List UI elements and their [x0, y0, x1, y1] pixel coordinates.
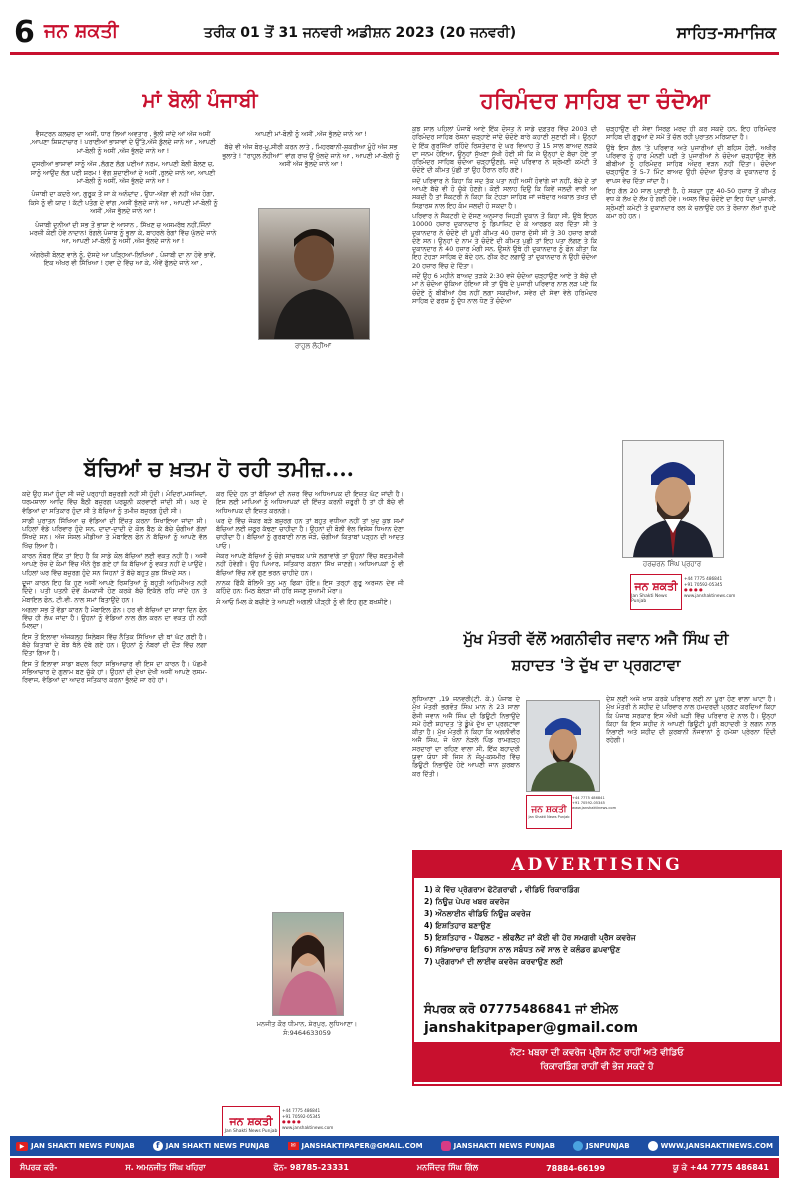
- ad-item: 7) ਪ੍ਰੋਗਰਾਮਾਂ ਦੀ ਲਾਈਵ ਕਵਰੇਜ ਕਰਵਾਉਣ ਲਈ: [424, 957, 563, 966]
- footer-contact-phone-1: ਫੋਨ- 98785-23331: [273, 1163, 349, 1172]
- page-number: 6: [14, 15, 35, 50]
- rahul-photo-caption: ਰਾਹੁਲ ਲੋਹੀਆਂ: [294, 342, 332, 350]
- logo-sub: Jan Shakti News Punjab: [631, 594, 668, 604]
- bacheyan-paragraph: ਕਾਰਨ ਨੰਬਰ ਇੱਕ ਤਾਂ ਇਹ ਹੈ ਕਿ ਸਾਡੇ ਕੋਲ ਬੱਚਿਆਂ ਲਈ ਵਕਤ ਨਹੀਂ ਹੈ। ਅਸੀਂ ਆਪਣੇ ਰੋਜ਼ ਦੇ ਕੰਮਾਂ ਵਿੱਚ ਐਨੇ ਰੁੱਝ ਗਏ ਹਾਂ ਕਿ ਬੱਚਿਆਂ ਨੂੰ ਵਕਤ ਨਹੀਂ ਦੇ ਪਾਉਂਦੇ। ਪਹਿਲਾਂ ਘਰ ਵਿੱਚ ਬਜ਼ੁਰਗ ਹੁੰਦੇ ਸਨ ਜਿਹਨਾਂ ਤੋਂ ਬੱਚੇ ਬਹੁਤ ਕੁਝ ਸਿੱਖਦੇ ਸਨ।: [22, 552, 207, 577]
- harmandir-paragraph: ਪਰਿਵਾਰ ਨੇ ਸੈਕਟਰੀ ਦੇ ਦੱਸਣ ਅਨੁਸਾਰ ਜਿਹੜੀ ਦੁਕਾਨ ਤੋਂ ਕਿਹਾ ਸੀ, ਉਥੇ ਇਹਨ 10000 ਹਜ਼ਾਰ ਦੁਕਾਨਦਾਰ ਨੂੰ ਡਿਪਾਜ਼ਿਟ ਦੇ ਕੇ ਆਰਡਰ ਕਰ ਦਿੱਤਾ ਸੀ ਤੇ ਦੁਕਾਨਦਾਰ ਨੇ ਚੰਦੋਏ ਦੀ ਪੂਰੀ ਕੀਮਤ 40 ਹਜ਼ਾਰ ਦੱਸੀ ਸੀ ਤੇ 30 ਹਜ਼ਾਰ ਬਾਕੀ ਦੇਣੇ ਸਨ। ਉਨ੍ਹਾਂ ਦੇ ਨਾਮ ਤੇ ਚੰਦੋਏ ਦੀ ਕੀਮਤ ਪੁਛੀ ਤਾਂ ਇਹ ਪਤਾ ਲੱਗਣ ਤੇ ਕਿ ਦੁਕਾਨਦਾਰ ਨੇ 40 ਹਜ਼ਾਰ ਮੰਗੀ ਸਨ, ਉਸਨੇ ਉਥੇ ਹੀ ਦੁਕਾਨਦਾਰ ਨੂੰ ਫੋਨ ਕੀਤਾ ਕਿ ਇਹ ਟੋਹੜਾ ਸਾਹਿਬ ਦੇ ਬੰਦੇ ਹਨ, ਠੀਕ ਰੇਟ ਲਗਾਉ ਤਾਂ ਦੁਕਾਨਦਾਰ ਨੇ ਉਹੀ ਚੰਦੋਆ 20 ਹਜ਼ਾਰ ਵਿੱਚ ਦੇ ਦਿੱਤਾ।: [412, 211, 597, 270]
- bacheyan-paragraph: ਘਰ ਦੇ ਵਿੱਚ ਜੇਕਰ ਬੜੇ ਬਜ਼ੁਰਗ ਹਨ ਤਾਂ ਬਹੁਤ ਵਧੀਆ ਨਹੀਂ ਤਾਂ ਖੁਦ ਕੁਝ ਸਮਾਂ ਬੱਚਿਆਂ ਲਈ ਜ਼ਰੂਰ ਕੱਢਣਾ ਚਾਹੀਦਾ ਹੈ। ਉਹਨਾਂ ਦੀ ਬੋਲੀ ਵੱਲ ਵਿਸ਼ੇਸ਼ ਧਿਆਨ ਦੇਣਾ ਚਾਹੀਦਾ ਹੈ। ਬੱਚਿਆਂ ਨੂੰ ਗੁਰਬਾਣੀ ਨਾਲ ਜੋੜੋ, ਚੰਗੀਆਂ ਕਿਤਾਬਾਂ ਪੜ੍ਹਨ ਦੀ ਆਦਤ ਪਾਓ।: [216, 516, 404, 550]
- harmandir-paragraph: ਇਹ ਗੱਲ 20 ਸਾਲ ਪੁਰਾਣੀ ਹੈ, ਹੋ ਸਕਦਾ ਹੁਣ 40-50 ਹਜ਼ਾਰ ਤੋਂ ਕੀਮਤ ਵਧ ਕੇ ਲੱਖ ਦੇ ਲੱਖ ਹੋ ਗਈ ਹੋਵੇ। ਅਸਲ ਵਿੱਚ ਚੰਦੋਏ ਦਾ ਇਹ ਧੰਦਾ ਪੁਜਾਰੀ, ਸ਼੍ਰੋਮਣੀ ਕਮੇਟੀ ਤੇ ਦੁਕਾਨਦਾਰ ਰਲ ਕੇ ਚਲਾਉਂਦੇ ਹਨ ਤੇ ਰੋਜ਼ਾਨਾ ਲੱਖਾਂ ਰੁਪਏ ਕਮਾ ਰਹੇ ਹਨ।: [606, 187, 776, 220]
- ad-email[interactable]: janshakitpaper@gmail.com: [424, 1020, 639, 1036]
- logo-phone: +44 7775 486841: [282, 1108, 321, 1113]
- footer-social-bar: [10, 1136, 779, 1156]
- jan-shakti-logo-cm: [526, 795, 572, 829]
- harmandir-title: ਹਰਿਮੰਦਰ ਸਾਹਿਬ ਦਾ ਚੰਦੋਆ: [480, 88, 710, 114]
- logo-contacts-cm: [572, 796, 617, 811]
- harcharan-photo-caption: ਹਰਚਰਨ ਸਿੰਘ ਪ੍ਰਹਾਰ: [642, 560, 702, 568]
- soldier-portrait-icon: [527, 701, 599, 791]
- cm-title-line-2: ਸ਼ਹਾਦਤ 'ਤੇ ਦੁੱਖ ਦਾ ਪ੍ਰਗਟਾਵਾ: [511, 656, 681, 674]
- bacheyan-title: ਬੱਚਿਆਂ ਚ ਖ਼ਤਮ ਹੋ ਰਹੀ ਤਮੀਜ਼....: [84, 456, 354, 481]
- logo-contacts-right: [684, 576, 779, 598]
- logo-phone: +44 7775 486841: [572, 796, 605, 800]
- twitter-icon: [573, 1141, 583, 1151]
- youtube-icon: ▶: [16, 1142, 28, 1151]
- harmandir-paragraph: ਉਥੇ ਇਸ ਗੱਲ 'ਤੇ ਪਰਿਵਾਰ ਅਤੇ ਪੁਜਾਰੀਆਂ ਦੀ ਬਹਿਸ ਹੋਈ, ਅਖੀਰ ਪਰਿਵਾਰ ਨੂੰ ਹਾਰ ਮੰਨਣੀ ਪਈ ਤੇ ਪੁਜਾਰੀਆਂ ਨੇ ਚੰਦੋਆ ਚੜ੍ਹਾਉਣ ਵੇਲੇ ਬੀਬੀਆਂ ਨੂੰ ਹਰਿਮੰਦਰ ਸਾਹਿਬ ਅੰਦਰ ਵੜਨ ਨਹੀਂ ਦਿੱਤਾ। ਚੰਦੋਆ ਚੜ੍ਹਾਉਣ ਤੋਂ 5-7 ਮਿੰਟ ਬਾਅਦ ਉਹੀ ਚੰਦੋਆ ਉਤਾਰ ਕੇ ਦੁਕਾਨਦਾਰ ਨੂੰ ਵਾਪਸ ਵੇਚ ਦਿੱਤਾ ਜਾਂਦਾ ਹੈ।: [606, 143, 776, 185]
- footer-youtube-text: JAN SHAKTI NEWS PUNJAB: [31, 1142, 135, 1150]
- bacheyan-paragraph: ਕਰ ਦਿੰਦੇ ਹਨ ਤਾਂ ਬੱਚਿਆਂ ਦੀ ਨਜ਼ਰ ਵਿੱਚ ਅਧਿਆਪਕ ਦੀ ਇਜ਼ਤ ਘੱਟ ਜਾਂਦੀ ਹੈ। ਇਸ ਲਈ ਮਾਪਿਆਂ ਨੂੰ ਅਧਿਆਪਕਾਂ ਦੀ ਇੱਜ਼ਤ ਕਰਨੀ ਜ਼ਰੂਰੀ ਹੈ ਤਾਂ ਹੀ ਬੱਚੇ ਵੀ ਅਧਿਆਪਕ ਦੀ ਇਜ਼ਤ ਕਰਨਗੇ।: [216, 490, 404, 515]
- ajay-singh-photo: [526, 700, 600, 792]
- social-icons-row: ● ● ● ●: [684, 587, 703, 593]
- bacheyan-paragraph: ਜੇਕਰ ਆਪਣੇ ਬੱਚਿਆਂ ਨੂੰ ਚੰਗੇ ਸਾਚਥਕ ਪਾਸੇ ਲਗਾਵਾਂਗੇ ਤਾਂ ਉਹਨਾਂ ਵਿੱਚ ਬਦਤਮੀਜ਼ੀ ਨਹੀਂ ਹੋਵੇਗੀ। ਉਹ ਪਿਆਰ, ਸਤਿਕਾਰ ਕਰਨਾ ਸਿੱਖ ਜਾਣਗੇ। ਅਧਿਆਪਕਾਂ ਨੂੰ ਵੀ ਬੱਚਿਆਂ ਵਿੱਚ ਨਵੇਂ ਗੁਣ ਭਰਨ ਚਾਹੀਦੇ ਹਨ।: [216, 552, 404, 577]
- logo-sub: Jan Shakti News Punjab: [224, 1128, 278, 1134]
- footer-facebook-text: JAN SHAKTI NEWS PUNJAB: [165, 1142, 270, 1150]
- footer-contact-uk: ਯੂ ਕੇ +44 7775 486841: [672, 1163, 769, 1172]
- bacheyan-paragraph: ਇਸ ਤੋਂ ਇਲਾਵਾ ਸਾਡਾ ਬਦਲ ਰਿਹਾ ਸਭਿਆਚਾਰ ਵੀ ਇਸ ਦਾ ਕਾਰਨ ਹੈ। ਪੱਛਮੀ ਸਭਿਆਚਾਰ ਦੇ ਗੁਲਾਮ ਬਣ ਚੁੱਕੇ ਹਾਂ। ਉਹਨਾਂ ਦੀ ਦੇਖਾ ਦੇਖੀ ਅਸੀਂ ਆਪਣੇ ਰਸਮ-ਰਿਵਾਜ, ਵੱਡਿਆਂ ਦਾ ਆਦਰ ਸਤਿਕਾਰ ਕਰਨਾ ਭੁੱਲਦੇ ਜਾ ਰਹੇ ਹਾਂ।: [22, 659, 207, 685]
- footer-web-text: WWW.JANSHAKTINEWS.COM: [660, 1142, 773, 1150]
- cm-column-1: ਲੁਧਿਆਣਾ ,19 ਜਨਵਰੀ(ਟੀ. ਕੇ.) ਪੰਜਾਬ ਦੇ ਮੁੱਖ ਮੰਤਰੀ ਭਗਵੰਤ ਸਿੰਘ ਮਾਨ ਨੇ 23 ਸਾਲਾ ਫੌਜੀ ਜਵਾਨ ਅਜੈ ਸਿੰਘ ਦੀ ਡਿਊਟੀ ਨਿਭਾਉਂਦੇ ਸਮੇਂ ਹੋਈ ਸ਼ਹਾਦਤ 'ਤੇ ਡੂੰਘੇ ਦੁੱਖ ਦਾ ਪ੍ਰਗਟਾਵਾ ਕੀਤਾ ਹੈ। ਮੁੱਖ ਮੰਤਰੀ ਨੇ ਕਿਹਾ ਕਿ ਅਗਨੀਵੀਰ ਅਜੈ ਸਿੰਘ, ਜੋ ਖੰਨਾ ਨੇੜਲੇ ਪਿੰਡ ਰਾਮਗੜ੍ਹ ਸਰਦਾਰਾਂ ਦਾ ਰਹਿਣ ਵਾਲਾ ਸੀ, ਇੱਕ ਬਹਾਦਰੀ ਯੁਵਾ ਯੋਧਾ ਸੀ ਜਿਸ ਨੇ ਜੰਮੂ-ਕਸ਼ਮੀਰ ਵਿੱਚ ਡਿਊਟੀ ਨਿਭਾਉਂਦੇ ਹੋਏ ਆਪਣੀ ਜਾਨ ਕੁਰਬਾਨ ਕਰ ਦਿੱਤੀ।: [412, 695, 520, 778]
- logo-web: www.janshaktinews.com: [572, 806, 617, 810]
- footer-instagram-text: JANSHAKTI NEWS PUNJAB: [453, 1142, 555, 1150]
- ad-note: [414, 1042, 780, 1082]
- logo-phone: +91 70592-05345: [572, 801, 605, 805]
- poem-title: ਮਾਂ ਬੋਲੀ ਪੰਜਾਬੀ: [142, 88, 258, 112]
- section-name: ਸਾਹਿਤ-ਸਮਾਜਿਕ: [676, 23, 776, 42]
- social-icons-row: ● ● ● ●: [282, 1119, 301, 1125]
- ad-item: 3) ਔਨਲਾਈਨ ਵੀਡਿਓ ਨਿਊਜ਼ ਕਵਰੇਜ: [424, 909, 531, 918]
- masthead-rule: [10, 52, 779, 55]
- footer-contact-bar: [10, 1158, 779, 1178]
- jan-shakti-logo-ad-right: [630, 574, 682, 610]
- poem-stanza: ਪੰਜਾਬੀ ਦਾ ਕਦਰੋ ਆ, ਗੁਰੂਕ ਤੋਂ ਜਾ ਕੇ ਅਨੰਦਾਂਦ , ਉਧਾ-ਅੱਗਾ ਵੀ ਨਹੀਂ ਅੱਜ ਹੋਗਾ, ਕਿਸੇ ਨੂੰ ਵੀ ਯਾਦ ! ਕੱਟੀ ਪਤੰਗ ਦੇ ਵਾਂਗ ,ਅਸੀਂ ਝੁੱਲਦੇ ਜਾਨੇ ਆ , ਆਪਣੀ ਮਾਂ-ਬੋਲੀ ਨੂੰ ਅਸੀਂ ,ਅੱਜ ਭੁੱਲਦੇ ਜਾਨੇ ਆ !: [28, 190, 218, 216]
- advertising-box: [412, 850, 782, 1086]
- logo-title: ਜਨ ਸ਼ਕਤੀ: [229, 1114, 273, 1128]
- ad-item: 1) ਕੇ ਵਿੱਚ ਪ੍ਰੋਗਰਾਮ ਫੋਟੋਗਰਾਫੀ , ਵੀਡਿਓ ਰਿਕਾਰਡਿੰਗ: [424, 885, 580, 894]
- footer-web[interactable]: [648, 1141, 773, 1151]
- poem-stanza: ਪੰਜਾਬੀ ਦੁਨੀਆਂ ਦੀ ਸਭ ਤੋਂ ਭਾਸ਼ਾ ਏ ਆਸਾਨ , ਸਿੱਖਣ ਚ ਅਸਮਰੱਥ ਨਹੀਂ,ਜਿੰਨਾਂ ਮਰਜ਼ੀ ਕੋਈ ਹੋਵੇ ਨਾਦਾਨ! ਰੰਗਲੇ ਪੰਜਾਬ ਨੂੰ ਭੁਲਾ ਕੇ, ਬਾਹਰਲੇ ਰੰਗਾਂ ਵਿੱਚ ਘੁੱਲਦੇ ਜਾਨੇ ਆ, ਆਪਣੀ ਮਾਂ-ਬੋਲੀ ਨੂੰ ਅਸੀਂ ,ਅੱਜ ਭੁੱਲਦੇ ਜਾਨੇ ਆ !: [29, 220, 217, 246]
- harmandir-paragraph: ਜਦੋਂ ਉਹ 6 ਮਹੀਨੇ ਬਾਅਦ ਤੜਕੇ 2:30 ਵਜੇ ਚੰਦੋਆ ਚੜ੍ਹਾਉਣ ਆਏ ਤੇ ਬੱਚੇ ਦੀ ਮਾਂ ਨੇ ਚੰਦੋਆ ਚੁੱਕਿਆ ਹੋਇਆ ਸੀ ਤਾਂ ਉਥੇ ਦੇ ਪੁਜਾਰੀ ਪਰਿਵਾਰ ਨਾਲ ਲੜ ਪਏ ਕਿ ਚੰਦੋਏ ਨੂੰ ਬੀਬੀਆਂ ਹੱਥ ਨਹੀਂ ਲਗਾ ਸਕਦੀਆਂ, ਸਵੇਰ ਦੀ ਸੇਵਾ ਵੇਲੇ ਹਰਿਮੰਦਰ ਸਾਹਿਬ ਦੇ ਫਰਸ਼ ਨੂੰ ਦੁੱਧ ਨਾਲ ਧੋਣ ਤੋਂ ਚੰਦੋਆ: [412, 272, 597, 305]
- logo-contacts-left: [282, 1108, 392, 1130]
- footer-email-text: JANSHAKTIPAPER@GMAIL.COM: [301, 1142, 423, 1150]
- advertising-title: ADVERTISING: [511, 855, 683, 875]
- bacheyan-paragraph: ਨਾਨਕ ਫਿੱਕੈ ਬੋਲਿਐ ਤਨੁ ਮਨੁ ਫਿਕਾ ਹੋਇ॥ ਇਸ ਤਰ੍ਹਾਂ ਗੁਰੂ ਅਰਜਨ ਦੇਵ ਜੀ ਕਹਿੰਦੇ ਹਨ: ਮਿਠ ਬੋਲੜਾ ਜੀ ਹਰਿ ਸਜਣੁ ਸੁਆਮੀ ਮੋਰਾ॥: [216, 578, 404, 596]
- harmandir-paragraph: ਜਦੋਂ ਪਰਿਵਾਰ ਨੇ ਕਿਹਾ ਕਿ ਜਦ ਤੱਕ ਪਤਾ ਨਹੀਂ ਅਸੀਂ ਹੋਵਾਂਗੇ ਜਾਂ ਨਹੀਂ, ਬੱਚੇ ਦੇ ਤਾਂ ਆਪਣੇ ਬੱਚੇ ਵੀ ਹੋ ਚੁੱਕੇ ਹੋਣਗੇ। ਕੋਈ ਸਲਾਹ ਦਿਉ ਕਿ ਕਿਵੇਂ ਜਲਦੀ ਵਾਰੀ ਆ ਸਕਦੀ ਹੈ ਤਾਂ ਸੈਕਟਰੀ ਨੇ ਕਿਹਾ ਕਿ ਟੋਹੜਾ ਸਾਹਿਬ ਜਾਂ ਜਥੇਦਾਰ ਅਕਾਲ ਤਖ਼ਤ ਦੀ ਸਿਫ਼ਾਰਸ਼ ਨਾਲ ਇਹ ਕੰਮ ਜਲਦੀ ਹੋ ਸਕਦਾ ਹੈ।: [412, 176, 597, 210]
- ad-contact: ਸੰਪਰਕ ਕਰੋ 07775486841 ਜਾਂ ਈਮੇਲ: [424, 1002, 618, 1016]
- bacheyan-paragraph: ਕਦੇ ਉਹ ਸਮਾਂ ਹੁੰਦਾ ਸੀ ਜਦੋਂ ਪਰ੍ਹਾਹੀ ਬਜ਼ੁਰਗੀ ਨਹੀਂ ਸੀ ਹੁੰਦੀ। ਮੰਦਿਰਾਂ,ਮਸਜਿਦਾਂ, ਧਰਮਸ਼ਾਲਾ ਆਦਿ ਵਿੱਚ ਬੈਠੀ ਬਜ਼ੁਰਗ ਪਰਸ਼ੂਨੀ ਕਰਵਾਈ ਜਾਂਦੀ ਸੀ। ਘਰ ਦੇ ਵੱਡਿਆਂ ਦਾ ਸਤਿਕਾਰ ਹੁੰਦਾ ਸੀ ਤੇ ਬੱਚਿਆਂ ਨੂੰ ਤਮੀਜ਼ ਬਜ਼ੁਰਗ ਹੁੰਦੀ ਸੀ।: [22, 490, 207, 515]
- logo-web: www.janshaktinews.com: [684, 592, 736, 598]
- manjit-kaur-photo: [272, 912, 344, 1016]
- logo-phone: +44 7775 486841: [684, 576, 723, 581]
- person-silhouette-icon: [273, 913, 343, 1015]
- logo-phone: +91 70592-05345: [684, 581, 723, 587]
- manjit-photo-caption: ਮਨਜੀਤ ਕੌਰ ਧੀਮਾਨ, ਸ਼ੇਰਪੁਰ, ਲੁਧਿਆਣਾ। ਸੰ:9464633059: [256, 1020, 358, 1037]
- facebook-icon: f: [153, 1141, 163, 1151]
- poem-stanza: ਵੈਸਟਰਨ ਕਲਚਰ ਦਾ ਅਸੀਂ, ਧਾਰ ਲਿਆਂ ਅਵਤਾਰ , ਭੁੱਲੀ ਜਾਂਦੇ ਆਂ ਅੱਜ ਅਸੀਂ ,ਆਪਣਾ ਸ਼ਿਸ਼ਟਾਚਾਰ ! ਪਰਾਈਆਂ ਭਾਸ਼ਾਵਾਂ ਦੇ ਉੱਤੇ,ਅੱਜੇ ਡੁੱਲਦੇ ਜਾਨੇ ਆ , ਆਪਣੀ ਮਾਂ-ਬੋਲੀ ਨੂੰ ਅਸੀਂ ,ਅੱਜ ਭੁੱਲਦੇ ਜਾਨੇ ਆ !: [30, 130, 216, 155]
- ad-item: 2) ਨਿਊਜ਼ ਪੇਪਰ ਖਬਰ ਕਵਰੇਜ: [424, 897, 510, 906]
- poem-stanza: ਬੱਚੇ ਵੀ ਅੱਜ ਬੋਰ-ਮੂ,ਸੀਰੀ ਕਰਨ ਲਾਤੇ , ਮਿਹਰਬਾਨੀ-ਸ਼ੁਕਰੀਆ ਮੂੰਹੋਂ ਅੱਜ ਸਭ ਭੁਲਾਤੇ ! “ਰਾਹੁਲ ਲੋਹੀਆਂ” ਵਾਂਗ ਰਾਜ਼ ਉਂ ਖੁੱਲਦੇ ਜਾਨੇ ਆ , ਆਪਣੀ ਮਾਂ-ਬੋਲੀ ਨੂੰ ਅਸੀਂ ਅੱਜ ਭੁੱਲਦੇ ਜਾਨੇ ਆ !: [222, 143, 400, 169]
- person-silhouette-icon: [259, 209, 369, 339]
- logo-title: ਜਨ ਸ਼ਕਤੀ: [634, 580, 678, 593]
- paper-name: ਜਨ ਸ਼ਕਤੀ: [44, 20, 119, 42]
- logo-web: www.janshaktinews.com: [282, 1124, 334, 1130]
- bacheyan-paragraph: ਦੂਜਾ ਕਾਰਨ ਇਹ ਕਿ ਹੁਣ ਅਸੀਂ ਆਪਣੇ ਰਿਸ਼ਤਿਆਂ ਨੂੰ ਬਹੁਤੀ ਅਹਿਮੀਅਤ ਨਹੀਂ ਦਿੰਦੇ। ਪਤੀ ਪਤਨੀ ਦੋਵੇਂ ਕੰਮਕਾਜੀ ਹੋਣ ਕਰਕੇ ਬੱਚੇ ਇਕੱਲੇ ਰਹਿ ਜਾਂਦੇ ਹਨ ਤੇ ਮੋਬਾਇਲ ਫੋਨ, ਟੀ.ਵੀ. ਨਾਲ ਸਮਾਂ ਬਿਤਾਉਂਦੇ ਹਨ।: [22, 578, 207, 604]
- harmandir-paragraph: ਚੜ੍ਹਾਉਣ ਦੀ ਸੇਵਾ ਸਿਰਫ਼ ਮਰਦ ਹੀ ਕਰ ਸਕਦੇ ਹਨ, ਇਹ ਹਰਿਮੰਦਰ ਸਾਹਿਬ ਦੀ ਗੁਰੂਆਂ ਦੇ ਸਮੇਂ ਤੋਂ ਚੱਲ ਰਹੀ ਪੁਰਾਤਨ ਮਰਿਯਾਦਾ ਹੈ।: [606, 125, 776, 142]
- logo-phone: +91 70592-05345: [282, 1113, 321, 1119]
- paper-logo: [44, 20, 164, 48]
- ad-note-line-1: ਨੋਟ: ਖਬਰਾ ਦੀ ਕਵਰੇਜ ਪ੍ਰੈਸ ਨੋਟ ਰਾਹੀਂ ਅਤੇ ਵੀਡਿਓ: [510, 1048, 684, 1058]
- advertising-header: [414, 852, 780, 878]
- poem-column-1: [28, 130, 218, 273]
- footer-instagram[interactable]: [441, 1141, 555, 1151]
- footer-contact-name-1: ਸ. ਅਮਨਜੀਤ ਸਿੰਘ ਖਹਿਰਾ: [125, 1163, 206, 1172]
- cm-title-line-1: ਮੁੱਖ ਮੰਤਰੀ ਵੱਲੋਂ ਅਗਨੀਵੀਰ ਜਵਾਨ ਅਜੈ ਸਿੰਘ ਦੀ: [463, 630, 729, 648]
- bacheyan-paragraph: ਇਸ ਤੋਂ ਇਲਾਵਾ ਅੱਜਕਲ੍ਹ ਸਿਲੇਬਸ ਵਿੱਚ ਨੈਤਿਕ ਸਿੱਖਿਆ ਦੀ ਥਾਂ ਘੱਟ ਗਈ ਹੈ। ਬੱਚੇ ਕਿਤਾਬਾਂ ਦੇ ਬੋਝ ਥੱਲੇ ਦੱਬੇ ਗਏ ਹਨ। ਉਹਨਾਂ ਨੂੰ ਨੰਬਰਾਂ ਦੀ ਦੌੜ ਵਿੱਚ ਲਗਾ ਦਿੱਤਾ ਗਿਆ ਹੈ।: [22, 632, 207, 658]
- advertising-list: [424, 884, 770, 968]
- footer-contact-phone-2: 78884-66199: [546, 1163, 606, 1173]
- footer-twitter-text: JSNPUNJAB: [586, 1142, 630, 1150]
- bacheyan-paragraph: ਸਾਡੀ ਪੁਰਾਤਨ ਸਿੱਖਿਆ ਚ ਵੱਡਿਆਂ ਦੀ ਇੱਜ਼ਤ ਕਰਨਾ ਸਿਖਾਇਆ ਜਾਂਦਾ ਸੀ। ਪਹਿਲਾਂ ਵੱਡੇ ਪਰਿਵਾਰ ਹੁੰਦੇ ਸਨ, ਦਾਦਾ-ਦਾਦੀ ਦੇ ਕੋਲ ਬੈਠ ਕੇ ਬੱਚੇ ਚੰਗੀਆਂ ਗੱਲਾਂ ਸਿੱਖਦੇ ਸਨ। ਅੱਜ ਸੋਸ਼ਲ ਮੀਡੀਆ ਤੇ ਮੋਬਾਇਲ ਫੋਨ ਨੇ ਬੱਚਿਆਂ ਨੂੰ ਆਪਣੇ ਵੱਲ ਖਿੱਚ ਲਿਆ ਹੈ।: [22, 516, 207, 550]
- ad-item: 5) ਇਸ਼ਤਿਹਾਰ - ਪੈਂਫਲਟ - ਲੀਫਲੈਟ ਜਾਂ ਕੋਈ ਵੀ ਹੋਰ ਸਮਗਰੀ ਪ੍ਰੈਸ ਕਵਰੇਜ: [424, 933, 636, 942]
- poem-stanza: ਦੁਸਰੀਆਂ ਭਾਸ਼ਾਵਾਂ ਸਾਨੂੰ ਅੱਜ ,ਲੱਗਣ ਲੱਗ ਪਈਆਂ ਨਰਮ, ਆਪਣੀ ਬੋਲੀ ਬੋਲਣ ਚ, ਸਾਨੂੰ ਆਉਂਦ ਲੱਗ ਪਈ ਸ਼ਰਮ ! ਵੱਗ ਸ਼ੁਦਾਈਆਂ ਦੇ ਅਸੀਂ ,ਰੁਲਦੇ ਜਾਨੇ ਆ, ਆਪਣੀ ਮਾਂ-ਬੋਲੀ ਨੂੰ ਅਸੀਂ, ਅੱਜ ਭੁੱਲਦੇ ਜਾਨੇ ਆ !: [30, 160, 216, 186]
- footer-contact-label: ਸੰਪਰਕ ਕਰੋ-: [20, 1163, 58, 1172]
- footer: [0, 1132, 789, 1200]
- masthead: [0, 0, 789, 56]
- rahul-lohian-photo: [258, 208, 370, 340]
- harmandir-paragraph: ਕੁਝ ਸਾਲ ਪਹਿਲਾਂ ਪੰਜਾਬੋਂ ਆਏ ਇੱਕ ਦੋਸਤ ਨੇ ਸਾਡੇ ਦਫ਼ਤਰ ਵਿੱਚ 2003 ਦੀ ਹਰਿਮੰਦਰ ਸਾਹਿਬ ਰੋਸ਼ਨਾ ਚੜ੍ਹਾਏ ਜਾਂਦੇ ਚੰਦੋਏ ਬਾਰੇ ਕਹਾਣੀ ਸੁਣਾਈ ਸੀ। ਉਨ੍ਹਾਂ ਦੇ ਇੱਕ ਗੁਰਸਿੱਖਾਂ ਰਹਿੰਦੇ ਰਿਸ਼ਤੇਦਾਰ ਦੇ ਘਰ ਵਿਆਹ ਤੋਂ 15 ਸਾਲ ਬਾਅਦ ਲੜਕੇ ਦਾ ਜਨਮ ਹੋਇਆ, ਉਨ੍ਹਾਂ ਸੁੱਖਣਾ ਸੁੱਖੀ ਹੋਈ ਸੀ ਕਿ ਜੇ ਉਨ੍ਹਾਂ ਦੇ ਬੱਚਾ ਹੋਏ ਤਾਂ ਹਰਿਮੰਦਰ ਸਾਹਿਬ ਚੰਦੋਆ ਚੜ੍ਹਾਉਣਗੇ, ਜਦੋਂ ਪਰਿਵਾਰ ਨੇ ਸ਼੍ਰੋਮਣੀ ਕਮੇਟੀ ਤੋਂ ਚੰਦੋਏ ਦੀ ਕੀਮਤ ਪੁੱਛੀ ਤਾਂ ਉਹ ਹੈਰਾਨ ਰਹਿ ਗਏ।: [412, 125, 597, 175]
- instagram-icon: [441, 1141, 451, 1151]
- harcharan-singh-photo: [622, 440, 724, 558]
- ad-item: 6) ਸੱਭਿਆਚਾਰ ਇਤਿਹਾਸ ਨਾਲ ਸਬੰਧਤ ਨਵੇਂ ਸਾਲ ਦੇ ਕਲੰਡਰ ਛਪਵਾਉਣ: [424, 945, 621, 954]
- logo-title: ਜਨ ਸ਼ਕਤੀ: [531, 805, 567, 815]
- poem-column-2: [222, 130, 400, 174]
- harmandir-column-2: [606, 125, 776, 370]
- footer-twitter[interactable]: [573, 1141, 630, 1151]
- logo-sub: Jan Shakti News Punjab: [528, 815, 570, 819]
- footer-youtube[interactable]: [16, 1142, 135, 1151]
- globe-icon: [648, 1141, 658, 1151]
- date-line: ਤਰੀਕ 01 ਤੋਂ 31 ਜਨਵਰੀ ਅਡੀਸ਼ਨ 2023 (20 ਜਨਵਰੀ): [204, 25, 517, 41]
- bacheyan-column-1: [22, 490, 207, 1158]
- ad-note-line-2: ਰਿਕਾਰਡਿੰਗ ਰਾਹੀਂ ਵੀ ਭੇਜ ਸਕਦੇ ਹੋ: [540, 1062, 654, 1072]
- bacheyan-column-2: [216, 490, 404, 922]
- person-turban-icon: [623, 441, 723, 557]
- bacheyan-paragraph: ਅਗਲਾ ਸਭ ਤੋਂ ਵੱਡਾ ਕਾਰਨ ਹੈ ਮੋਬਾਇਲ ਫ਼ੋਨ। ਹਰ ਵੀ ਬੱਚਿਆਂ ਦਾ ਸਾਰਾ ਦਿਨ ਫੋਨ ਵਿੱਚ ਹੀ ਲੰਘ ਜਾਂਦਾ ਹੈ। ਉਹਨਾਂ ਨੂੰ ਵੱਡਿਆਂ ਨਾਲ ਗੱਲ ਕਰਨ ਦਾ ਵਕਤ ਹੀ ਨਹੀਂ ਮਿਲਦਾ।: [22, 605, 207, 631]
- poem-stanza: ਆਪਣੀ ਮਾਂ-ਬੋਲੀ ਨੂੰ ਅਸੀਂ ,ਅੱਜ ਭੁੱਲਦੇ ਜਾਨੇ ਆ !: [255, 130, 367, 138]
- email-icon: ✉: [288, 1142, 299, 1150]
- poem-stanza: ਅੰਗਰੇਜ਼ੀ ਬੋਲਣ ਵਾਲੇ ਨੂੰ, ਦੱਸਦੇ ਆ ਪੜ੍ਹਿਆਂ-ਲਿਖਿਆਂ , ਪੰਜਾਬੀ ਦਾ ਨਾ ਹੋਵੇ ਭਾਵੇਂ, ਇਕ ਅੱਖਰ ਵੀ ਸਿੱਖਿਆ ! ਹਵਾ ਦੇ ਵਿੱਚ ਆ ਕੇ, ਐਵੇਂ ਫੁੱਲਦੇ ਜਾਨੇ ਆ ,: [30, 250, 216, 268]
- footer-email[interactable]: [288, 1142, 423, 1150]
- harmandir-column-1: [412, 125, 597, 543]
- footer-contact-name-2: ਮਨਜਿੰਦਰ ਸਿੰਘ ਗਿੱਲ: [416, 1163, 479, 1172]
- ad-item: 4) ਇਸ਼ਤਿਹਾਰ ਬਣਾਉਣ: [424, 921, 491, 930]
- cm-column-2: ਦੇਸ਼ ਲਈ ਅਜੇ ਖਾਸ ਕਰਕੇ ਪਰਿਵਾਰ ਲਈ ਨਾ ਪੂਰਾ ਹੋਣ ਵਾਲਾ ਘਾਟਾ ਹੈ। ਮੁੱਖ ਮੰਤਰੀ ਨੇ ਸ਼ਹੀਦ ਦੇ ਪਰਿਵਾਰ ਨਾਲ ਹਮਦਰਦੀ ਪ੍ਰਗਟ ਕਰਦਿਆਂ ਕਿਹਾ ਕਿ ਪੰਜਾਬ ਸਰਕਾਰ ਇਸ ਔਖੀ ਘੜੀ ਵਿੱਚ ਪਰਿਵਾਰ ਦੇ ਨਾਲ ਹੈ। ਉਨ੍ਹਾਂ ਕਿਹਾ ਕਿ ਇਸ ਸ਼ਹੀਦ ਨੇ ਆਪਣੀ ਡਿਊਟੀ ਪੂਰੀ ਬਹਾਦਰੀ ਤੇ ਲਗਨ ਨਾਲ ਨਿਭਾਈ ਅਤੇ ਸ਼ਹੀਦ ਦੀ ਕੁਰਬਾਨੀ ਨੌਜਵਾਨਾਂ ਨੂੰ ਹਮੇਸ਼ਾ ਪ੍ਰੇਰਨਾ ਦਿੰਦੀ ਰਹੇਗੀ।: [606, 695, 776, 745]
- bacheyan-paragraph: ਸੋ ਆਓ ਮਿਲ ਕੇ ਬਚੀਏ ਤੇ ਆਪਣੀ ਅਗਲੀ ਪੀੜ੍ਹੀ ਨੂੰ ਵੀ ਇਹ ਗੁਣ ਬਖਸ਼ੀਏ।: [216, 597, 393, 606]
- footer-facebook[interactable]: [153, 1141, 270, 1151]
